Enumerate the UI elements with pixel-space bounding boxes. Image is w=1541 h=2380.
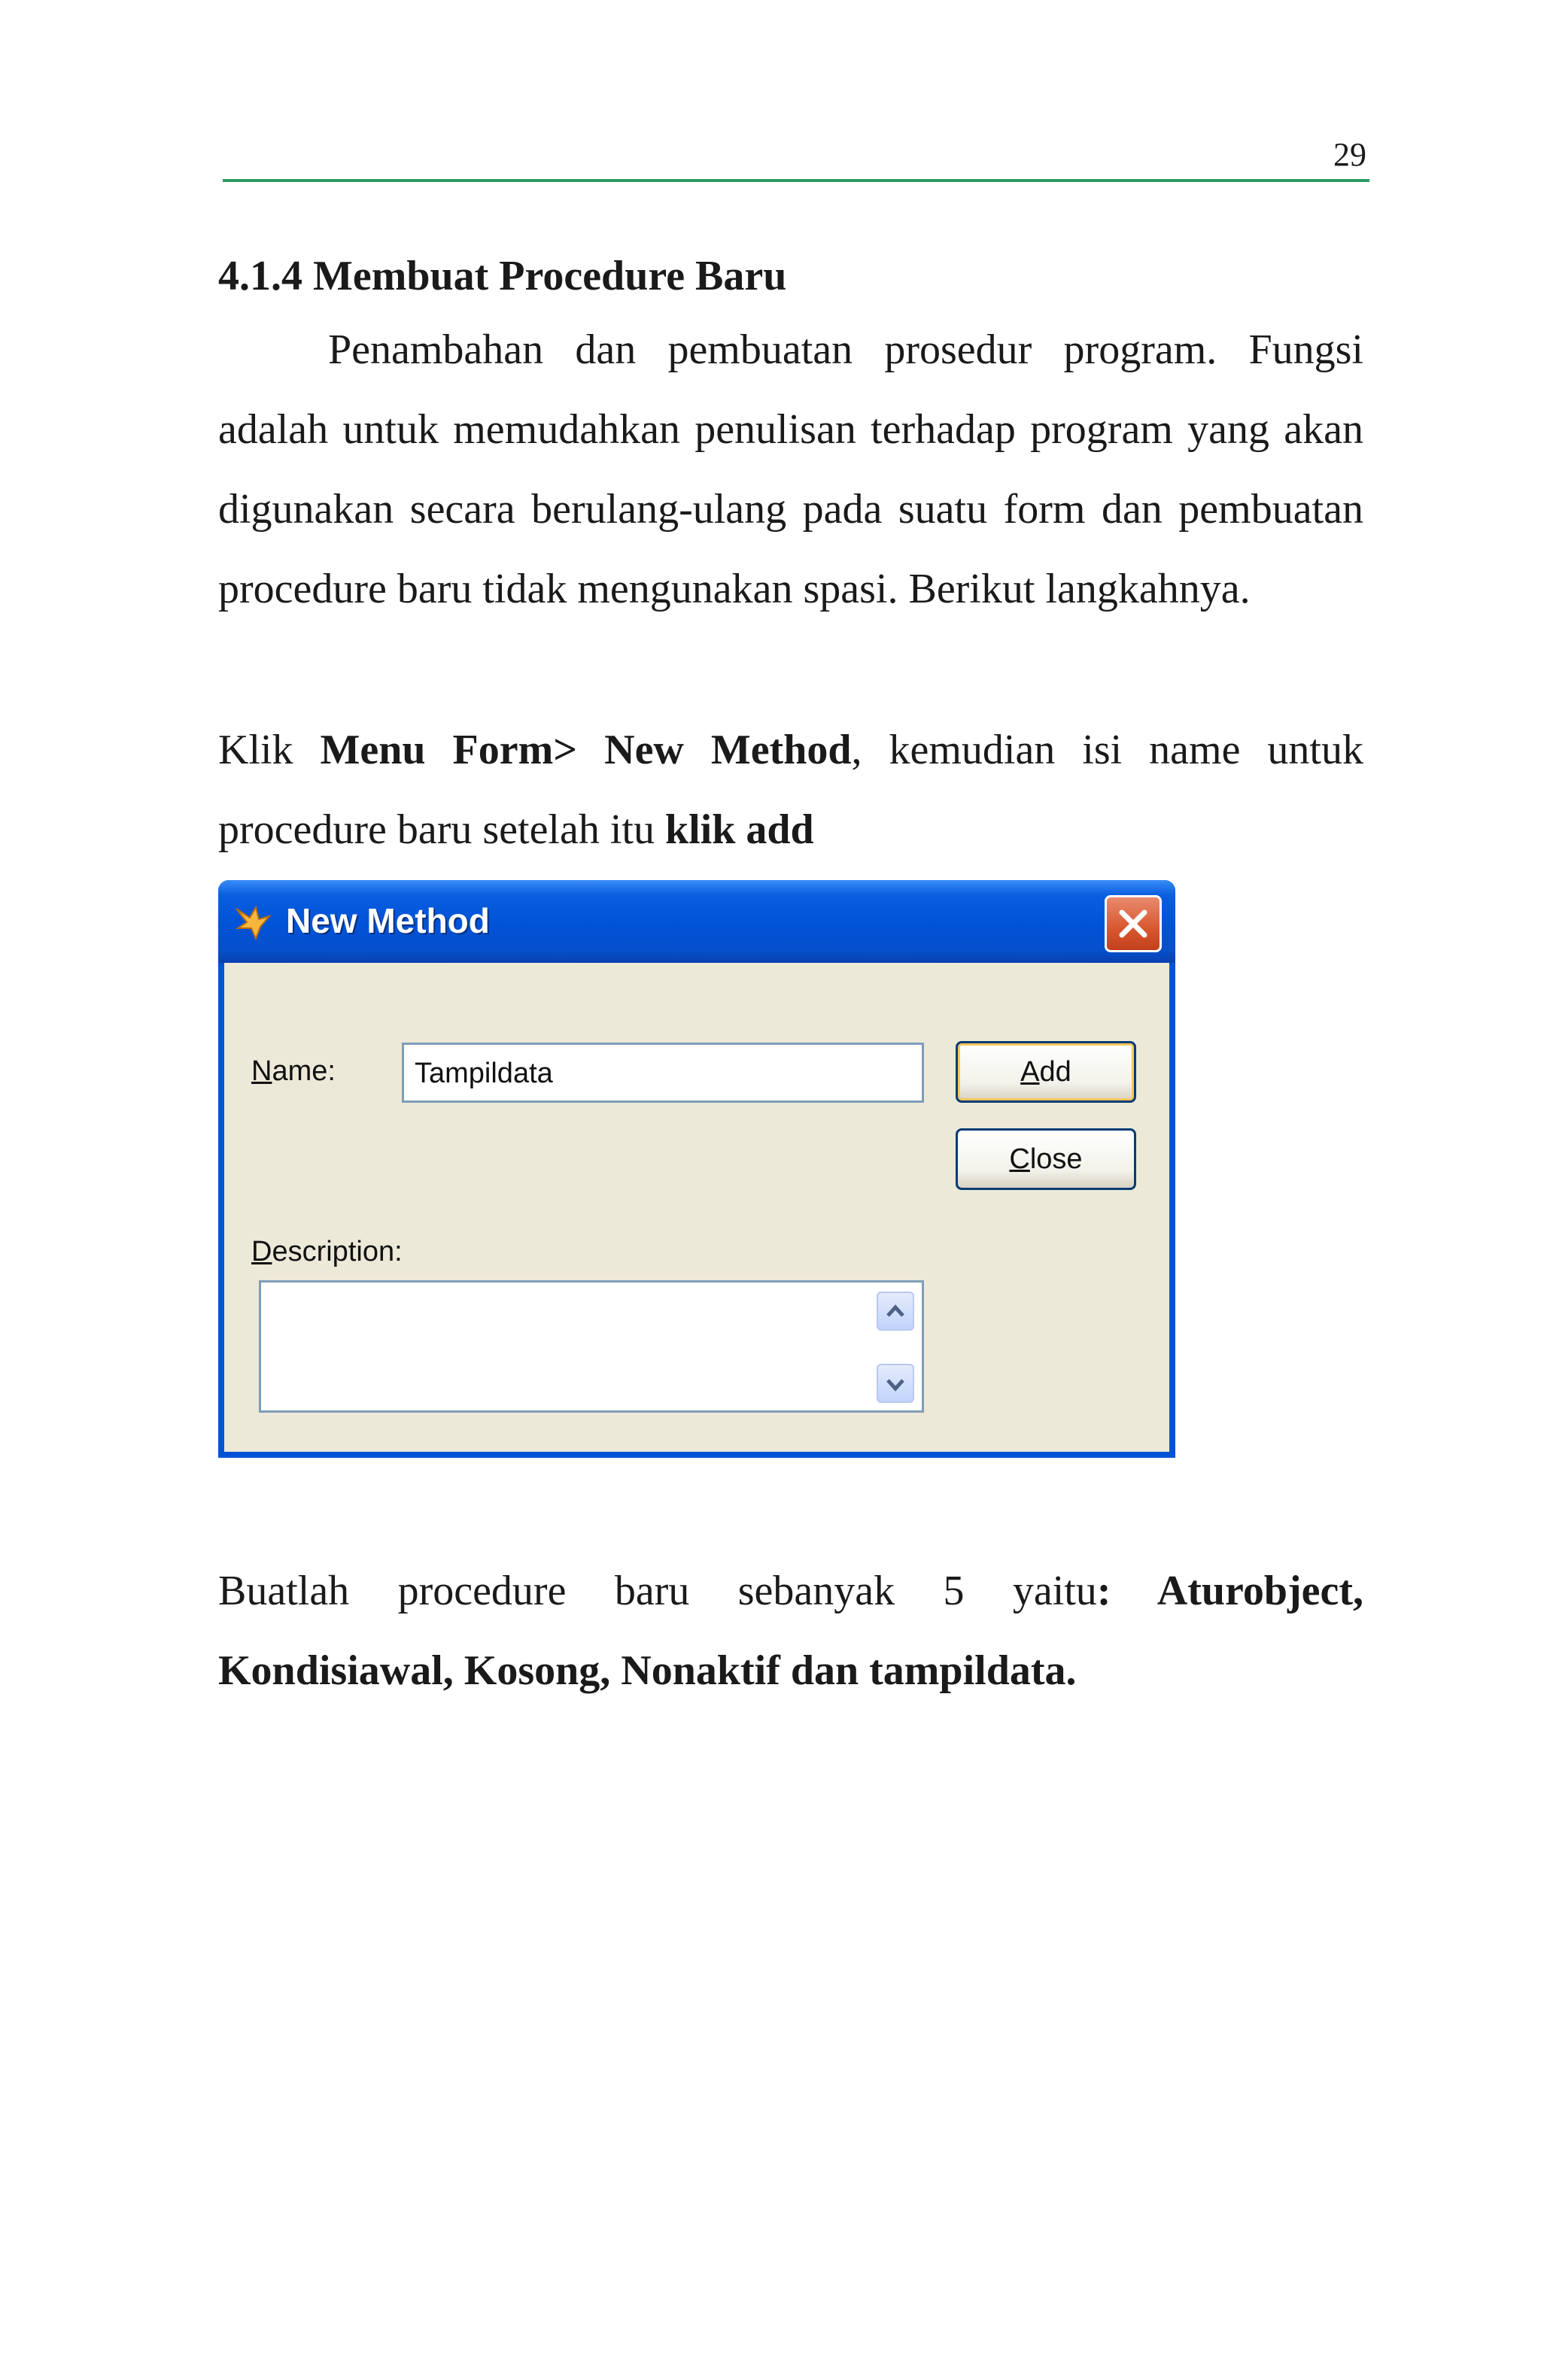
paragraph-summary (218, 1551, 1363, 1711)
name-input[interactable]: Tampildata (402, 1043, 924, 1103)
add-button[interactable] (956, 1041, 1136, 1103)
section-heading: 4.1.4 Membuat Procedure Baru (218, 253, 787, 299)
foxpro-app-icon (233, 903, 272, 942)
paragraph-intro: Penambahan dan pembuatan prosedur program. Fungsi adalah untuk memudahkan penulisan terhadap program yang akan digunakan secara berulang-ulang pada suatu form dan pembuatan procedure baru tidak mengunakan spasi. Berikut langkahnya. (218, 326, 1363, 612)
paragraph-instruction (218, 710, 1363, 870)
close-button[interactable] (956, 1128, 1136, 1190)
name-label (251, 1053, 336, 1089)
scroll-up-button[interactable] (877, 1292, 914, 1331)
instruction-click-add: klik add (664, 806, 814, 853)
close-window-button[interactable] (1105, 895, 1162, 952)
instruction-menu-path: Menu Form> New Method (320, 727, 852, 773)
add-label: dd (1039, 1055, 1071, 1088)
dialog-client-area (224, 963, 1169, 1452)
close-label: lose (1029, 1143, 1083, 1175)
instruction-text-1: Klik (218, 727, 321, 773)
instruction-text-2: , kemudian isi name untuk procedure baru setelah itu (218, 727, 1363, 853)
add-mnemonic: A (1020, 1055, 1040, 1088)
header-rule (223, 179, 1369, 182)
page-number: 29 (1333, 136, 1366, 173)
description-label-text: escription: (272, 1236, 403, 1267)
description-label (251, 1234, 403, 1270)
dialog-titlebar[interactable] (218, 880, 1175, 963)
close-mnemonic: C (1009, 1143, 1030, 1175)
dialog-title: New Method (286, 901, 490, 940)
new-method-dialog (218, 880, 1175, 1458)
chevron-up-icon (884, 1301, 907, 1323)
name-label-text: ame: (272, 1055, 336, 1087)
close-icon (1117, 908, 1149, 940)
description-label-mnemonic: D (251, 1236, 272, 1267)
summary-text: Buatlah procedure baru sebanyak 5 yaitu (218, 1568, 1097, 1614)
description-textarea[interactable] (259, 1280, 924, 1413)
summary-procedure-list: : Aturobject, Kondisiawal, Kosong, Nonaktif dan tampildata. (218, 1568, 1363, 1694)
name-label-mnemonic: N (251, 1055, 272, 1087)
scroll-down-button[interactable] (877, 1364, 914, 1403)
chevron-down-icon (884, 1373, 907, 1395)
